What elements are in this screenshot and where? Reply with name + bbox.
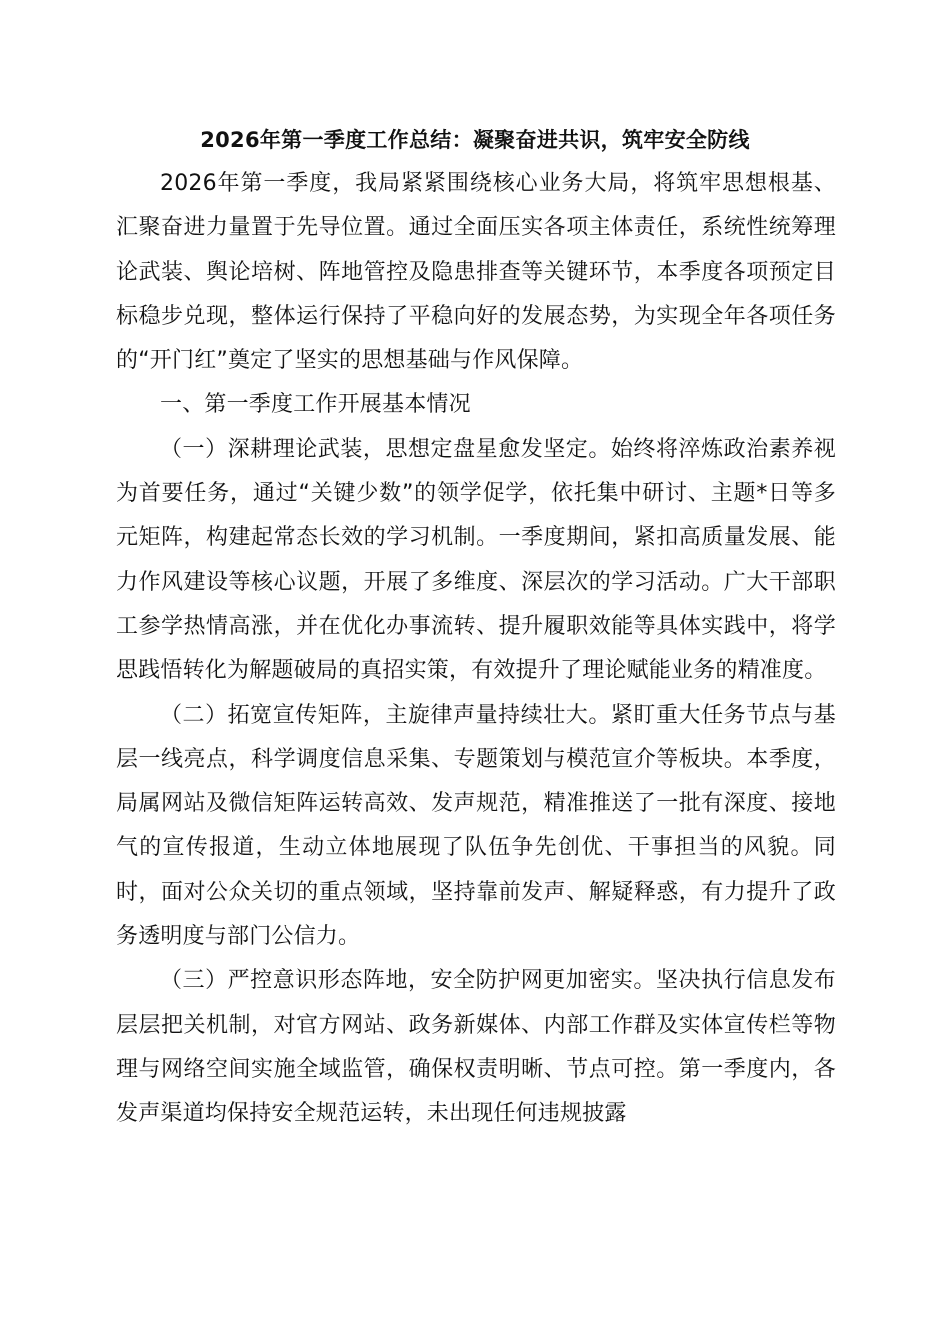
section-paragraph-2: （二）拓宽宣传矩阵，主旋律声量持续壮大。紧盯重大任务节点与基层一线亮点，科学调度信息采集、专题策划与模范宣介等板块。本季度，局属网站及微信矩阵运转高效、发声规范，精准推送了一批有深度、接地气的宣传报道，生动立体地展现了队伍争先创优、干事担当的风貌。同时，面对公众关切的重点领域，坚持靠前发声、解疑释惑，有力提升了政务透明度与部门公信力。 [116, 702, 836, 950]
intro-paragraph: 2026年第一季度，我局紧紧围绕核心业务大局，将筑牢思想根基、汇聚奋进力量置于先导位置。通过全面压实各项主体责任，系统性统筹理论武装、舆论培树、阵地管控及隐患排查等关键环节，本季度各项预定目标稳步兑现，整体运行保持了平稳向好的发展态势，为实现全年各项任务的“开门红”奠定了坚实的思想基础与作风保障。 [116, 171, 836, 374]
section-paragraph-3: （三）严控意识形态阵地，安全防护网更加密实。坚决执行信息发布层层把关机制，对官方网站、政务新媒体、内部工作群及实体宣传栏等物理与网络空间实施全域监管，确保权责明晰、节点可控。第一季度内，各发声渠道均保持安全规范运转，未出现任何违规披露 [116, 968, 836, 1127]
section-heading: 一、第一季度工作开展基本情况 [160, 392, 471, 418]
document-body [116, 162, 836, 1137]
document-title: 2026年第一季度工作总结：凝聚奋进共识，筑牢安全防线 [200, 128, 750, 152]
section-paragraph-1: （一）深耕理论武装，思想定盘星愈发坚定。始终将淬炼政治素养视为首要任务，通过“关键少数”的领学促学，依托集中研讨、主题*日等多元矩阵，构建起常态长效的学习机制。一季度期间，紧扣高质量发展、能力作风建设等核心议题，开展了多维度、深层次的学习活动。广大干部职工参学热情高涨，并在优化办事流转、提升履职效能等具体实践中，将学思践悟转化为解题破局的真招实策，有效提升了理论赋能业务的精准度。 [116, 436, 836, 684]
